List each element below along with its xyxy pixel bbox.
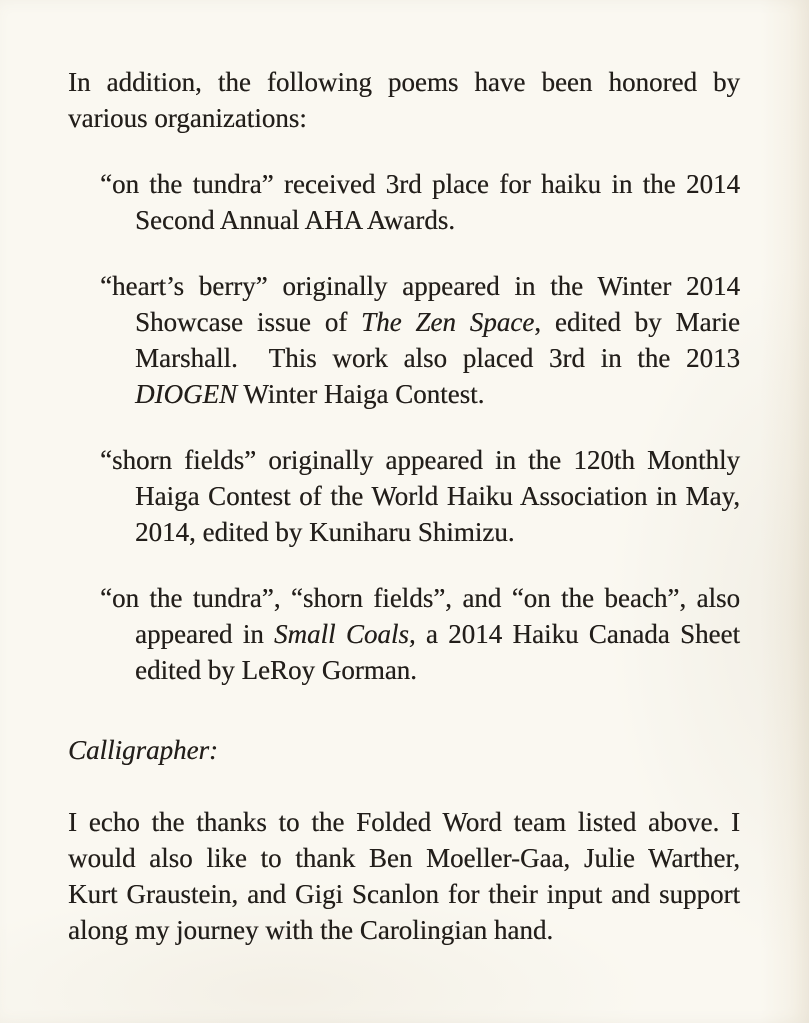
honor-item-text: a 2014 Haiku Canada Sheet edited by LeRoy Gorman.	[135, 619, 740, 685]
intro-paragraph: In addition, the following poems have been honored by various organizations:	[68, 67, 740, 133]
honor-item-text: , edited by Marie Marshall. This work also placed 3rd in the 2013	[135, 307, 740, 373]
honor-item-title-italic: The Zen Space	[361, 307, 535, 337]
honor-item-text: “on the tundra” received 3rd place for haiku in the 2014 Second Annual AHA Awards.	[100, 169, 740, 235]
honors-list	[68, 166, 740, 688]
honor-item-text: “on the tundra”, “shorn fields”, and “on the beach”, also appeared in	[100, 583, 740, 649]
honor-item-title-italic: Small Coals,	[274, 619, 416, 649]
honor-item-text: “heart’s berry” originally appeared in the Winter 2014 Showcase issue of	[100, 271, 740, 337]
honor-item-text: “shorn fields” originally appeared in the 120th Monthly Haiga Contest of the World Haiku Association in May, 2014, edited by Kuniharu Shimizu.	[100, 445, 740, 547]
honor-item-title-italic: DIOGEN	[135, 379, 237, 409]
closing-paragraph: I echo the thanks to the Folded Word team listed above. I would also like to thank Ben Moeller-Gaa, Julie Warther, Kurt Graustein, and Gigi Scanlon for their input and support along my journey with the Carolingian hand.	[68, 807, 740, 945]
calligrapher-heading: Calligrapher:	[68, 735, 219, 765]
honor-item	[100, 166, 740, 238]
honor-item	[100, 268, 740, 412]
honor-item	[100, 580, 740, 688]
honor-item-text: Winter Haiga Contest.	[237, 379, 485, 409]
honor-item	[100, 442, 740, 550]
